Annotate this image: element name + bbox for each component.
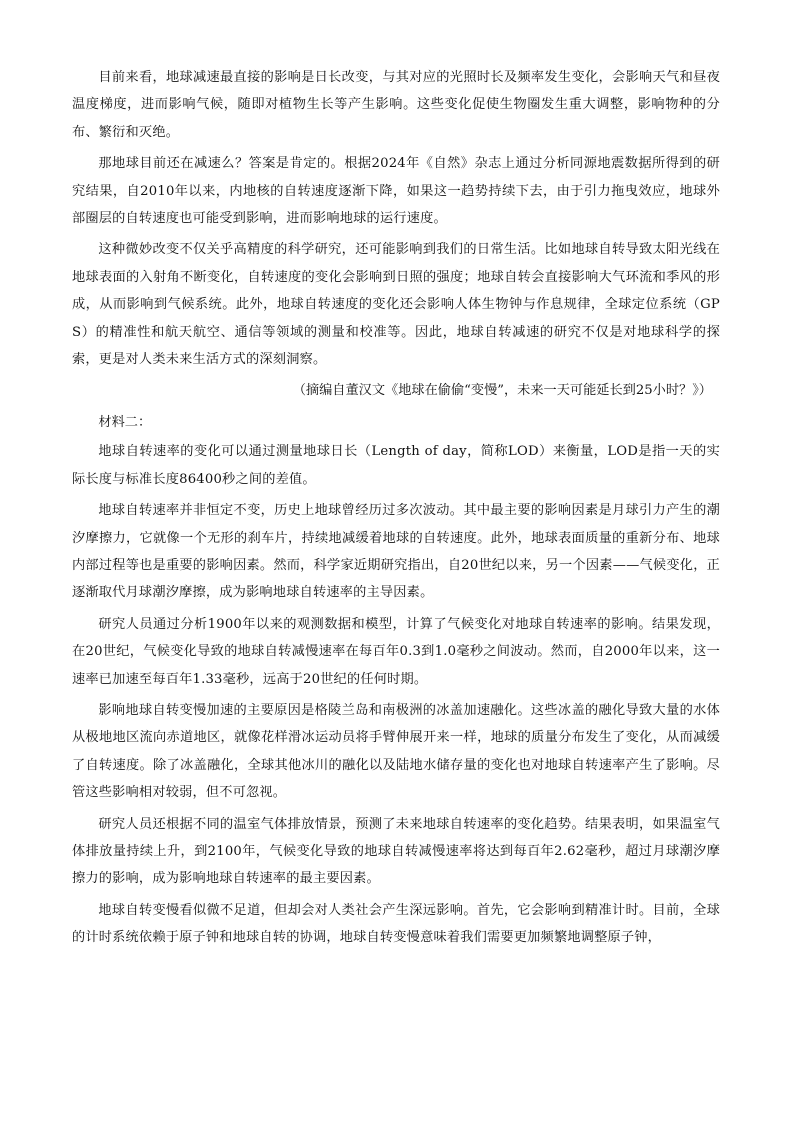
paragraph-7: 影响地球自转变慢加速的主要原因是格陵兰岛和南极洲的冰盖加速融化。这些冰盖的融化导致大量的水体从极地地区流向赤道地区，就像花样滑冰运动员将手臂伸展开来一样，地球的质量分布发生了变化，从而减缓了自转速度。除了冰盖融化，全球其他冰川的融化以及陆地水储存量的变化也对地球自转速率产生了影响。尽管这些影响相对较弱，但不可忽视。 [72,702,720,801]
source-citation: （摘编自董汉文《地球在偷偷“变慢”，未来一天可能延长到25小时？》） [292,383,712,399]
section-heading: 材料二： [98,414,152,430]
paragraph-3: 这种微妙改变不仅关乎高精度的科学研究，还可能影响到我们的日常生活。比如地球自转导致太阳光线在地球表面的入射角不断变化，自转速度的变化会影响到日照的强度；地球自转会直接影响大气环流和季风的形成，从而影响到气候系统。此外，地球自转速度的变化还会影响人体生物钟与作息规律，全球定位系统（GPS）的精准性和航天航空、通信等领域的测量和校准等。因此，地球自转减速的研究不仅是对地球科学的探索，更是对人类未来生活方式的深刻洞察。 [72,242,720,368]
paragraph-5: 地球自转速率并非恒定不变，历史上地球曾经历过多次波动。其中最主要的影响因素是月球引力产生的潮汐摩擦力，它就像一个无形的刹车片，持续地减缓着地球的自转速度。此外，地球表面质量的重新分布、地球内部过程等也是重要的影响因素。然而，科学家近期研究指出，自20世纪以来，另一个因素——气候变化，正逐渐取代月球潮汐摩擦，成为影响地球自转速率的主导因素。 [72,503,720,601]
paragraph-8: 研究人员还根据不同的温室气体排放情景，预测了未来地球自转速率的变化趋势。结果表明，如果温室气体排放量持续上升，到2100年，气候变化导致的地球自转减慢速率将达到每百年2.62毫秒，超过月球潮汐摩擦力的影响，成为影响地球自转速率的最主要因素。 [72,816,720,887]
paragraph-6: 研究人员通过分析1900年以来的观测数据和模型，计算了气候变化对地球自转速率的影响。结果发现，在20世纪，气候变化导致的地球自转减慢速率在每百年0.3到1.0毫秒之间波动。然而，自2000年以来，这一速率已加速至每百年1.33毫秒，远高于20世纪的任何时期。 [72,616,720,687]
document-page [72,64,720,956]
paragraph-4: 地球自转速率的变化可以通过测量地球日长（Length of day，简称LOD）来衡量，LOD是指一天的实际长度与标准长度86400秒之间的差值。 [72,444,720,487]
paragraph-2: 那地球目前还在减速么？答案是肯定的。根据2024年《自然》杂志上通过分析同源地震数据所得到的研究结果，自2010年以来，内地核的自转速度逐渐下降，如果这一趋势持续下去，由于引力拖曳效应，地球外部圈层的自转速度也可能受到影响，进而影响地球的运行速度。 [72,156,720,227]
paragraph-1: 目前来看，地球减速最直接的影响是日长改变，与其对应的光照时长及频率发生变化，会影响天气和昼夜温度梯度，进而影响气候，随即对植物生长等产生影响。这些变化促使生物圈发生重大调整，影响物种的分布、繁衍和灭绝。 [72,70,720,140]
paragraph-9: 地球自转变慢看似微不足道，但却会对人类社会产生深远影响。首先，它会影响到精准计时。目前，全球的计时系统依赖于原子钟和地球自转的协调，地球自转变慢意味着我们需要更加频繁地调整原子钟， [72,902,720,946]
